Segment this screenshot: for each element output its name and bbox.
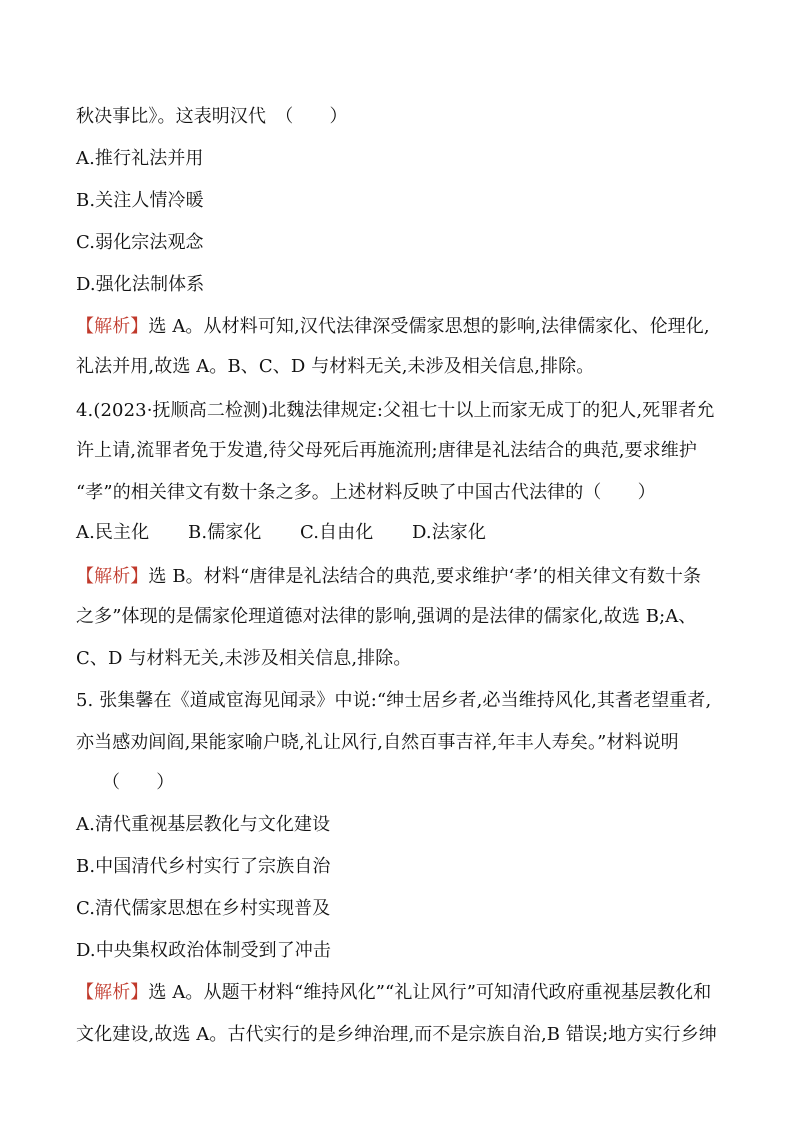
q4-stem-line-3: “孝”的相关律文有数十条之多。上述材料反映了中国古代法律的（ ） — [76, 482, 656, 503]
q5-stem-line-1: 5. 张集馨在《道咸宦海见闻录》中说:“绅士居乡者,必当维持风化,其耆老望重者, — [76, 690, 712, 711]
q4-option-b: B.儒家化 — [188, 522, 262, 543]
q4-option-a: A.民主化 — [76, 522, 150, 543]
q5-option-a: A.清代重视基层教化与文化建设 — [76, 814, 331, 835]
q3-option-b: B.关注人情冷暖 — [76, 190, 204, 211]
q5-analysis-line-2: 文化建设,故选 A。古代实行的是乡绅治理,而不是宗族自治,B 错误;地方实行乡绅 — [76, 1024, 717, 1045]
q4-analysis-text-1: 选 B。材料“唐律是礼法结合的典范,要求维护‘孝’的相关律文有数十条 — [148, 566, 702, 587]
q5-analysis-text-1: 选 A。从题干材料“维持风化”“礼让风行”可知清代政府重视基层教化和 — [148, 982, 712, 1003]
q4-analysis-line-1 — [76, 564, 736, 590]
q4-option-d: D.法家化 — [412, 522, 487, 543]
q5-option-d: D.中央集权政治体制受到了冲击 — [76, 940, 332, 961]
q4-analysis-tag: 【解析】 — [76, 566, 149, 587]
q5-option-b: B.中国清代乡村实行了宗族自治 — [76, 856, 331, 877]
q4-option-c: C.自由化 — [300, 522, 374, 543]
q3-option-d: D.强化法制体系 — [76, 274, 205, 295]
q3-analysis-text-1: 选 A。从材料可知,汉代法律深受儒家思想的影响,法律儒家化、伦理化, — [148, 316, 710, 337]
q5-stem-line-3: （ ） — [102, 772, 175, 793]
q4-analysis-line-3: C、D 与材料无关,未涉及相关信息,排除。 — [76, 648, 412, 669]
q5-analysis-line-1 — [76, 980, 736, 1006]
q3-analysis-line-2: 礼法并用,故选 A。B、C、D 与材料无关,未涉及相关信息,排除。 — [76, 356, 595, 377]
q5-analysis-tag: 【解析】 — [76, 982, 149, 1003]
q4-stem-line-2: 许上请,流罪者免于发遣,待父母死后再施流刑;唐律是礼法结合的典范,要求维护 — [76, 440, 697, 461]
q3-analysis-tag: 【解析】 — [76, 316, 149, 337]
q5-option-c: C.清代儒家思想在乡村实现普及 — [76, 898, 331, 919]
q3-option-a: A.推行礼法并用 — [76, 148, 204, 169]
q3-option-c: C.弱化宗法观念 — [76, 232, 204, 253]
q5-stem-line-2: 亦当感劝闾阎,果能家喻户晓,礼让风行,自然百事吉祥,年丰人寿矣。”材料说明 — [76, 732, 679, 753]
q4-stem-line-1: 4.(2023·抚顺高二检测)北魏法律规定:父祖七十以上而家无成丁的犯人,死罪者允 — [76, 400, 715, 421]
q4-options-row — [76, 520, 736, 546]
q3-analysis-line-1 — [76, 314, 736, 340]
q3-stem-tail: 秋决事比》。这表明汉代 （ ） — [76, 106, 348, 127]
q4-analysis-line-2: 之多”体现的是儒家伦理道德对法律的影响,强调的是法律的儒家化,故选 B;A、 — [76, 606, 697, 627]
